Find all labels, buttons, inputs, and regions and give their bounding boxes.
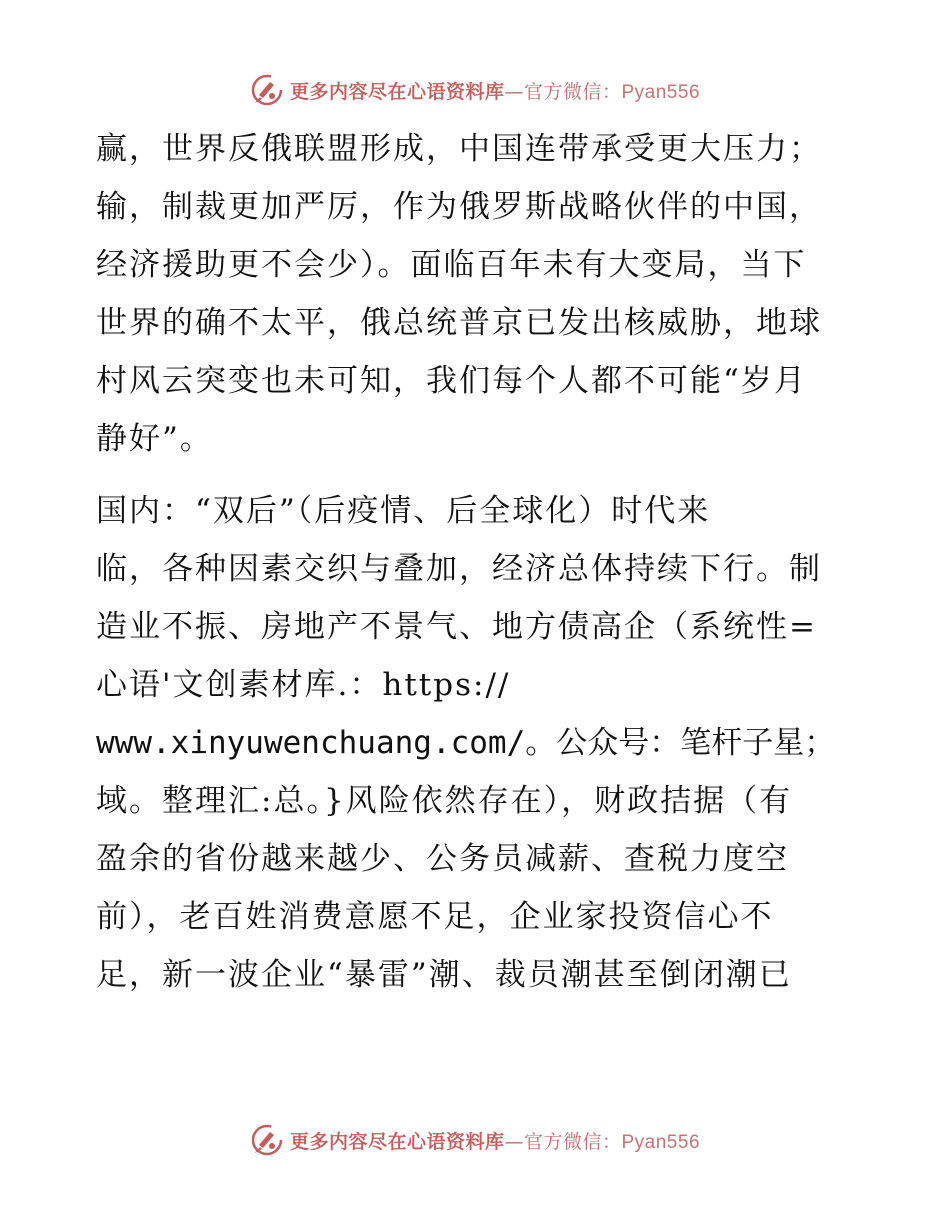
text-line: 域。整理汇:总。}风险依然存在），财政拮据（有 bbox=[96, 783, 793, 819]
text-line: 世界的确不太平，俄总统普京已发出核威胁，地球 bbox=[96, 305, 822, 341]
paragraph-2 bbox=[96, 482, 856, 1004]
text-line: 前），老百姓消费意愿不足，企业家投资信心不 bbox=[96, 899, 774, 935]
text-line: 心语'文创素材库.：https:// bbox=[96, 667, 511, 703]
banner-main-text: 更多内容尽在心语资料库 bbox=[289, 1130, 505, 1153]
banner-inner bbox=[250, 1123, 700, 1157]
banner-wechat-label: 官方微信： bbox=[523, 1130, 622, 1153]
url-line: www.xinyuwenchuang.com/。公众号：笔杆子星； bbox=[96, 725, 836, 761]
paragraph-gap bbox=[96, 468, 856, 482]
banner-dash: — bbox=[504, 1130, 524, 1153]
banner-text bbox=[290, 1127, 700, 1154]
brush-logo-icon bbox=[250, 73, 284, 107]
footer-banner bbox=[0, 1120, 950, 1160]
banner-dash: — bbox=[504, 80, 524, 103]
text-line: 赢，世界反俄联盟形成，中国连带承受更大压力； bbox=[96, 131, 822, 167]
text-line: 盈余的省份越来越少、公务员减薪、查税力度空 bbox=[96, 841, 789, 877]
text-line: 静好”。 bbox=[96, 421, 213, 457]
banner-wechat-id: Pyan556 bbox=[621, 81, 701, 103]
text-line: 输，制裁更加严厉，作为俄罗斯战略伙伴的中国， bbox=[96, 189, 822, 225]
header-banner bbox=[0, 70, 950, 110]
text-line: 临，各种因素交织与叠加，经济总体持续下行。制 bbox=[96, 551, 822, 587]
paragraph-1 bbox=[96, 120, 856, 468]
banner-main-text: 更多内容尽在心语资料库 bbox=[289, 80, 505, 103]
text-line: 造业不振、房地产不景气、地方债高企（系统性= bbox=[96, 609, 817, 645]
brush-logo-icon bbox=[250, 1123, 284, 1157]
text-line: 足，新一波企业“暴雷”潮、裁员潮甚至倒闭潮已 bbox=[96, 957, 792, 993]
banner-wechat-label: 官方微信： bbox=[523, 80, 622, 103]
text-line: 国内：“双后”（后疫情、后全球化）时代来 bbox=[96, 493, 711, 529]
text-line: 经济援助更不会少）。面临百年未有大变局，当下 bbox=[96, 247, 807, 283]
document-body bbox=[96, 120, 856, 1004]
banner-wechat-id: Pyan556 bbox=[621, 1131, 701, 1153]
banner-inner bbox=[250, 73, 700, 107]
text-line: 村风云突变也未可知，我们每个人都不可能“岁月 bbox=[96, 363, 807, 399]
banner-text bbox=[290, 77, 700, 104]
